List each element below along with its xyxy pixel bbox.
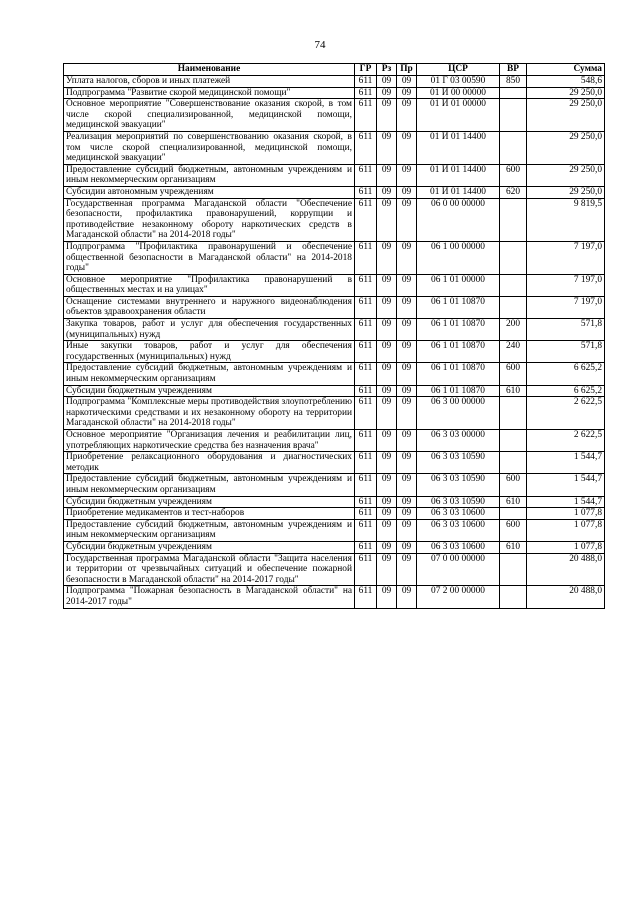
cell-vr	[500, 508, 527, 520]
cell-rz: 09	[377, 541, 397, 553]
cell-csr: 06 3 03 10590	[417, 474, 500, 496]
header-gr: ГР	[355, 64, 377, 76]
cell-sum: 6 625,2	[527, 385, 605, 397]
cell-vr: 600	[500, 164, 527, 186]
cell-gr: 611	[355, 99, 377, 132]
cell-csr: 06 0 00 00000	[417, 198, 500, 241]
cell-pr: 09	[397, 319, 417, 341]
cell-vr	[500, 87, 527, 99]
cell-gr: 611	[355, 385, 377, 397]
cell-vr: 200	[500, 319, 527, 341]
cell-vr	[500, 430, 527, 452]
cell-gr: 611	[355, 586, 377, 608]
cell-sum: 29 250,0	[527, 186, 605, 198]
cell-vr: 600	[500, 519, 527, 541]
cell-name: Субсидии бюджетным учреждениям	[64, 541, 355, 553]
cell-csr: 06 1 01 00000	[417, 274, 500, 296]
cell-name: Оснащение системами внутреннего и наружного видеонаблюдения объектов здравоохранения области	[64, 296, 355, 318]
cell-pr: 09	[397, 541, 417, 553]
table-row	[64, 553, 605, 586]
cell-pr: 09	[397, 496, 417, 508]
cell-sum: 1 544,7	[527, 474, 605, 496]
cell-csr: 01 И 01 00000	[417, 99, 500, 132]
cell-gr: 611	[355, 452, 377, 474]
cell-rz: 09	[377, 341, 397, 363]
table-row	[64, 99, 605, 132]
table-row	[64, 87, 605, 99]
cell-csr: 01 И 01 14400	[417, 186, 500, 198]
cell-pr: 09	[397, 99, 417, 132]
cell-pr: 09	[397, 430, 417, 452]
cell-csr: 06 3 03 10590	[417, 452, 500, 474]
cell-gr: 611	[355, 397, 377, 430]
table-row	[64, 452, 605, 474]
cell-pr: 09	[397, 131, 417, 164]
cell-name: Приобретение релаксационного оборудования и диагностических методик	[64, 452, 355, 474]
cell-name: Субсидии бюджетным учреждениям	[64, 496, 355, 508]
cell-name: Предоставление субсидий бюджетным, автономным учреждениям и иным некоммерческим организациям	[64, 164, 355, 186]
cell-sum: 2 622,5	[527, 397, 605, 430]
cell-name: Государственная программа Магаданской области "Обеспечение безопасности, профилактика правонарушений, коррупции и противодействие незаконному обороту наркотических средств в Магаданской области" на 2014-2018 годы"	[64, 198, 355, 241]
table-row	[64, 385, 605, 397]
table-row	[64, 496, 605, 508]
cell-gr: 611	[355, 496, 377, 508]
header-name: Наименование	[64, 64, 355, 76]
cell-csr: 06 1 01 10870	[417, 296, 500, 318]
cell-rz: 09	[377, 363, 397, 385]
table-row	[64, 363, 605, 385]
cell-vr	[500, 131, 527, 164]
cell-pr: 09	[397, 274, 417, 296]
cell-csr: 06 3 03 10600	[417, 519, 500, 541]
cell-rz: 09	[377, 397, 397, 430]
table-row	[64, 131, 605, 164]
cell-pr: 09	[397, 186, 417, 198]
cell-sum: 1 077,8	[527, 508, 605, 520]
cell-gr: 611	[355, 519, 377, 541]
table-row	[64, 296, 605, 318]
cell-gr: 611	[355, 553, 377, 586]
cell-gr: 611	[355, 508, 377, 520]
table-header	[64, 64, 605, 76]
cell-gr: 611	[355, 296, 377, 318]
cell-sum: 1 077,8	[527, 519, 605, 541]
cell-gr: 611	[355, 87, 377, 99]
cell-rz: 09	[377, 452, 397, 474]
cell-name: Субсидии бюджетным учреждениям	[64, 385, 355, 397]
budget-table	[63, 63, 605, 609]
cell-csr: 06 3 00 00000	[417, 397, 500, 430]
cell-csr: 06 1 01 10870	[417, 341, 500, 363]
cell-gr: 611	[355, 274, 377, 296]
cell-sum: 29 250,0	[527, 164, 605, 186]
cell-rz: 09	[377, 508, 397, 520]
cell-sum: 571,8	[527, 341, 605, 363]
cell-sum: 6 625,2	[527, 363, 605, 385]
cell-sum: 20 488,0	[527, 586, 605, 608]
cell-gr: 611	[355, 131, 377, 164]
cell-sum: 1 544,7	[527, 496, 605, 508]
table-row	[64, 430, 605, 452]
table-row	[64, 198, 605, 241]
cell-name: Основное мероприятие "Организация лечения и реабилитации лиц, употребляющих наркотические средства без назначения врача"	[64, 430, 355, 452]
cell-rz: 09	[377, 198, 397, 241]
cell-rz: 09	[377, 474, 397, 496]
cell-name: Подпрограмма "Пожарная безопасность в Магаданской области" на 2014-2017 годы"	[64, 586, 355, 608]
cell-sum: 29 250,0	[527, 99, 605, 132]
table-row	[64, 164, 605, 186]
cell-pr: 09	[397, 241, 417, 274]
cell-pr: 09	[397, 363, 417, 385]
cell-gr: 611	[355, 319, 377, 341]
cell-rz: 09	[377, 87, 397, 99]
cell-gr: 611	[355, 164, 377, 186]
cell-vr: 610	[500, 541, 527, 553]
cell-sum: 7 197,0	[527, 274, 605, 296]
cell-pr: 09	[397, 397, 417, 430]
cell-vr	[500, 274, 527, 296]
cell-vr	[500, 397, 527, 430]
cell-vr	[500, 241, 527, 274]
cell-name: Приобретение медикаментов и тест-наборов	[64, 508, 355, 520]
cell-rz: 09	[377, 164, 397, 186]
cell-sum: 1 077,8	[527, 541, 605, 553]
cell-pr: 09	[397, 385, 417, 397]
cell-name: Субсидии автономным учреждениям	[64, 186, 355, 198]
header-vr: ВР	[500, 64, 527, 76]
cell-pr: 09	[397, 553, 417, 586]
cell-pr: 09	[397, 198, 417, 241]
cell-rz: 09	[377, 430, 397, 452]
cell-pr: 09	[397, 296, 417, 318]
cell-csr: 06 1 01 10870	[417, 363, 500, 385]
cell-sum: 548,6	[527, 76, 605, 88]
cell-vr	[500, 198, 527, 241]
cell-gr: 611	[355, 198, 377, 241]
cell-name: Иные закупки товаров, работ и услуг для обеспечения государственных (муниципальных) нужд	[64, 341, 355, 363]
header-csr: ЦСР	[417, 64, 500, 76]
cell-csr: 07 2 00 00000	[417, 586, 500, 608]
cell-sum: 2 622,5	[527, 430, 605, 452]
cell-rz: 09	[377, 76, 397, 88]
cell-csr: 06 3 03 00000	[417, 430, 500, 452]
cell-csr: 01 И 01 14400	[417, 164, 500, 186]
cell-csr: 07 0 00 00000	[417, 553, 500, 586]
cell-rz: 09	[377, 241, 397, 274]
cell-pr: 09	[397, 508, 417, 520]
cell-rz: 09	[377, 586, 397, 608]
cell-gr: 611	[355, 76, 377, 88]
cell-gr: 611	[355, 541, 377, 553]
cell-name: Предоставление субсидий бюджетным, автономным учреждениям и иным некоммерческим организациям	[64, 519, 355, 541]
cell-csr: 01 И 01 14400	[417, 131, 500, 164]
cell-vr	[500, 553, 527, 586]
cell-gr: 611	[355, 186, 377, 198]
cell-gr: 611	[355, 341, 377, 363]
header-pr: Пр	[397, 64, 417, 76]
cell-gr: 611	[355, 363, 377, 385]
cell-name: Закупка товаров, работ и услуг для обеспечения государственных (муниципальных) нужд	[64, 319, 355, 341]
cell-csr: 06 3 03 10600	[417, 541, 500, 553]
table-row	[64, 541, 605, 553]
cell-rz: 09	[377, 496, 397, 508]
cell-pr: 09	[397, 164, 417, 186]
cell-rz: 09	[377, 274, 397, 296]
cell-rz: 09	[377, 319, 397, 341]
cell-csr: 06 3 03 10600	[417, 508, 500, 520]
cell-vr: 600	[500, 474, 527, 496]
header-sum: Сумма	[527, 64, 605, 76]
table-row	[64, 474, 605, 496]
cell-sum: 9 819,5	[527, 198, 605, 241]
cell-csr: 06 1 01 10870	[417, 385, 500, 397]
table-row	[64, 519, 605, 541]
cell-name: Реализация мероприятий по совершенствованию оказания скорой, в том числе скорой специализированной, медицинской помощи, медицинской эвакуации"	[64, 131, 355, 164]
cell-name: Уплата налогов, сборов и иных платежей	[64, 76, 355, 88]
cell-name: Подпрограмма "Развитие скорой медицинской помощи"	[64, 87, 355, 99]
cell-pr: 09	[397, 76, 417, 88]
cell-pr: 09	[397, 519, 417, 541]
header-rz: Рз	[377, 64, 397, 76]
cell-sum: 29 250,0	[527, 131, 605, 164]
table-row	[64, 397, 605, 430]
cell-vr: 850	[500, 76, 527, 88]
cell-name: Подпрограмма "Комплексные меры противодействия злоупотреблению наркотическими средствами и их незаконному обороту на территории Магаданской области" на 2014-2018 годы"	[64, 397, 355, 430]
cell-vr: 600	[500, 363, 527, 385]
cell-pr: 09	[397, 474, 417, 496]
cell-sum: 7 197,0	[527, 296, 605, 318]
cell-csr: 06 1 01 10870	[417, 319, 500, 341]
cell-csr: 01 Г 03 00590	[417, 76, 500, 88]
table-body	[64, 76, 605, 609]
table-row	[64, 319, 605, 341]
cell-rz: 09	[377, 131, 397, 164]
cell-vr: 620	[500, 186, 527, 198]
table-row	[64, 341, 605, 363]
cell-pr: 09	[397, 586, 417, 608]
cell-rz: 09	[377, 553, 397, 586]
cell-rz: 09	[377, 296, 397, 318]
cell-rz: 09	[377, 385, 397, 397]
cell-name: Основное мероприятие "Профилактика правонарушений в общественных местах и на улицах"	[64, 274, 355, 296]
cell-sum: 29 250,0	[527, 87, 605, 99]
cell-csr: 06 3 03 10590	[417, 496, 500, 508]
cell-rz: 09	[377, 186, 397, 198]
cell-sum: 20 488,0	[527, 553, 605, 586]
cell-csr: 06 1 00 00000	[417, 241, 500, 274]
cell-gr: 611	[355, 241, 377, 274]
page-number: 74	[314, 39, 326, 51]
cell-name: Основное мероприятие "Совершенствование оказания скорой, в том числе скорой специализированной, медицинской помощи, медицинской эвакуации"	[64, 99, 355, 132]
cell-name: Предоставление субсидий бюджетным, автономным учреждениям и иным некоммерческим организациям	[64, 363, 355, 385]
cell-name: Предоставление субсидий бюджетным, автономным учреждениям и иным некоммерческим организациям	[64, 474, 355, 496]
cell-rz: 09	[377, 519, 397, 541]
cell-gr: 611	[355, 430, 377, 452]
cell-name: Подпрограмма "Профилактика правонарушений и обеспечение общественной безопасности в Магаданской области" на 2014-2018 годы"	[64, 241, 355, 274]
cell-vr: 610	[500, 496, 527, 508]
cell-rz: 09	[377, 99, 397, 132]
table-row	[64, 586, 605, 608]
cell-csr: 01 И 00 00000	[417, 87, 500, 99]
cell-vr	[500, 99, 527, 132]
cell-sum: 7 197,0	[527, 241, 605, 274]
header-row	[64, 64, 605, 76]
cell-vr	[500, 586, 527, 608]
table-row	[64, 241, 605, 274]
cell-pr: 09	[397, 87, 417, 99]
table-row	[64, 508, 605, 520]
cell-vr	[500, 296, 527, 318]
cell-vr: 610	[500, 385, 527, 397]
table-row	[64, 76, 605, 88]
cell-gr: 611	[355, 474, 377, 496]
table-row	[64, 274, 605, 296]
cell-pr: 09	[397, 341, 417, 363]
cell-vr: 240	[500, 341, 527, 363]
cell-sum: 1 544,7	[527, 452, 605, 474]
cell-pr: 09	[397, 452, 417, 474]
cell-vr	[500, 452, 527, 474]
cell-name: Государственная программа Магаданской области "Защита населения и территории от чрезвычайных ситуаций и обеспечение пожарной безопасности в Магаданской области" на 2014-2017 годы"	[64, 553, 355, 586]
cell-sum: 571,8	[527, 319, 605, 341]
table-row	[64, 186, 605, 198]
